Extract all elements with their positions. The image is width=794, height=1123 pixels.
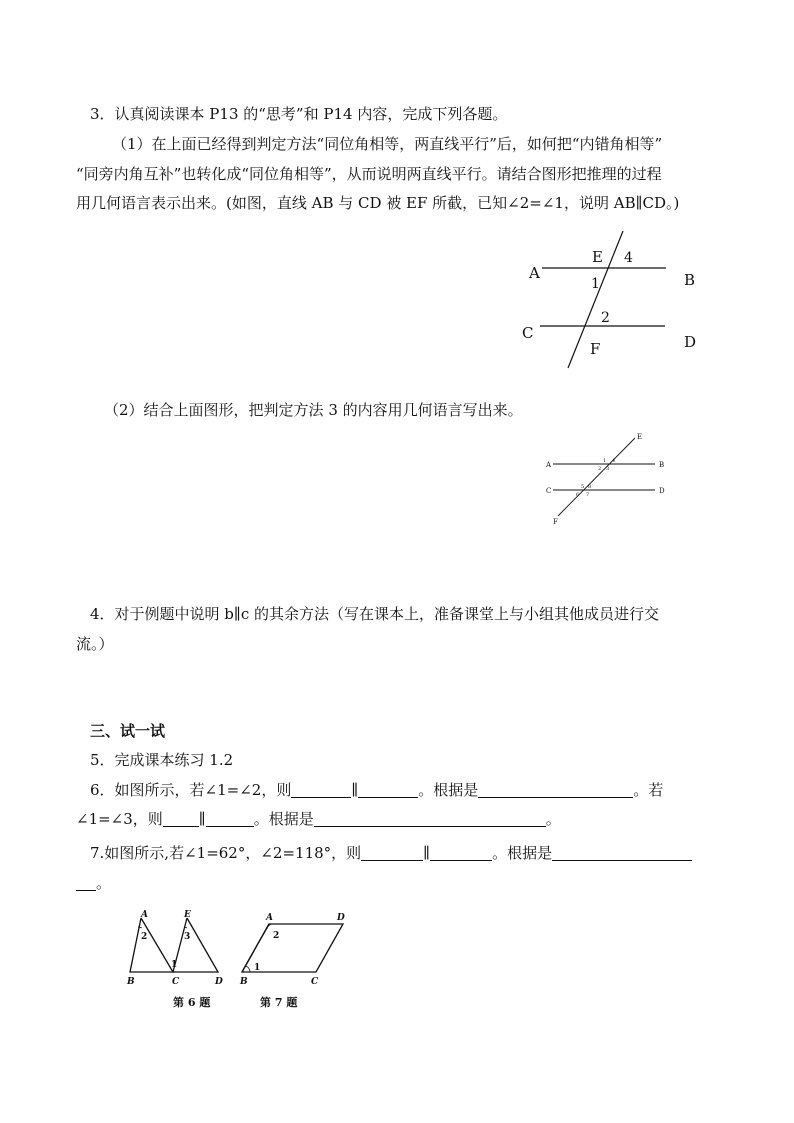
label-c: C xyxy=(522,324,534,342)
q6-blank-reason-2[interactable] xyxy=(314,810,546,827)
fig7-label-c: C xyxy=(311,977,319,987)
figure-transversal-1 xyxy=(520,225,710,375)
label-d: D xyxy=(684,333,697,351)
q7-line2 xyxy=(76,873,111,893)
angle-2-label: 2 xyxy=(601,310,610,326)
q3-part1-line1: （1）在上面已经得到判定方法“同位角相等，两直线平行”后，如何把“内错角相等” xyxy=(112,135,663,153)
fig7-label-d: D xyxy=(337,913,345,923)
fig6-label-a: A xyxy=(141,910,148,920)
q3-part2: （2）结合上面图形，把判定方法 3 的内容用几何语言写出来。 xyxy=(104,401,523,419)
fig7-caption: 第 7 题 xyxy=(260,996,298,1009)
q3-part1-line3: 用几何语言表示出来。(如图，直线 AB 与 CD 被 EF 所截，已知∠2=∠1，说明 AB∥CD。) xyxy=(76,194,680,212)
label-e: E xyxy=(592,248,603,266)
fig6-angle-2: 2 xyxy=(141,932,148,942)
q6-blank-4[interactable] xyxy=(206,810,254,827)
label-b-small: B xyxy=(659,461,665,469)
q6-text-e: 。根据是 xyxy=(253,810,314,828)
q3-part1-line2: “同旁内角互补”也转化成“同位角相等”，从而说明两直线平行。请结合图形把推理的过程 xyxy=(76,165,662,183)
q7-line1 xyxy=(90,843,692,863)
fig6-label-c: C xyxy=(172,977,180,987)
fig7-angle-2: 2 xyxy=(273,931,280,941)
q6-blank-3[interactable] xyxy=(163,810,199,827)
q7-parallel: ∥ xyxy=(423,844,431,862)
q4-line1: 4．对于例题中说明 b∥c 的其余方法（写在课本上，准备课堂上与小组其他成员进行交 xyxy=(90,605,660,623)
figure-q7 xyxy=(236,908,361,993)
label-b: B xyxy=(684,271,696,289)
label-c-small: C xyxy=(546,487,552,495)
angle-label-2: 2 xyxy=(598,466,602,472)
angle-label-3: 3 xyxy=(606,466,610,472)
fig7-angle-1: 1 xyxy=(254,963,261,973)
angle-label-7: 7 xyxy=(586,492,590,498)
q4-line2: 流。） xyxy=(76,635,114,653)
figure-q6 xyxy=(120,908,235,993)
label-f: F xyxy=(590,340,601,358)
fig6-label-b: B xyxy=(127,977,135,987)
fig7-label-a: A xyxy=(266,913,273,923)
label-a-small: A xyxy=(546,461,552,469)
q6-blank-2[interactable] xyxy=(358,781,418,798)
fig6-label-d: D xyxy=(215,977,223,987)
angle-label-6: 6 xyxy=(576,492,580,498)
fig6-caption: 第 6 题 xyxy=(173,996,211,1009)
angle-label-4: 4 xyxy=(612,458,616,464)
q7-text-a: 7.如图所示,若∠1=62°，∠2=118°，则 xyxy=(90,844,362,862)
angle-1-arc-q7 xyxy=(246,966,250,972)
q6-parallel-1: ∥ xyxy=(351,781,359,799)
angle-1-label: 1 xyxy=(591,276,600,292)
triangle-abc xyxy=(130,918,173,972)
q7-blank-reason-a[interactable] xyxy=(552,844,692,861)
q7-blank-1[interactable] xyxy=(361,844,423,861)
figure-transversal-2 xyxy=(540,430,680,530)
fig6-angle-3: 3 xyxy=(184,932,191,942)
q6-text-f: 。 xyxy=(545,810,561,828)
angle-label-1: 1 xyxy=(603,458,607,464)
label-f-small: F xyxy=(553,518,558,526)
triangle-ecd xyxy=(173,918,218,972)
q7-blank-reason-b[interactable] xyxy=(76,874,96,891)
q6-line1 xyxy=(90,780,663,800)
q7-blank-2[interactable] xyxy=(430,844,492,861)
line-ef-small xyxy=(558,438,635,516)
q6-parallel-2: ∥ xyxy=(198,810,206,828)
fig7-label-b: B xyxy=(240,977,248,987)
q6-line2 xyxy=(76,809,561,829)
angle-label-8: 8 xyxy=(588,484,592,490)
fig6-label-e: E xyxy=(184,910,191,920)
q6-blank-reason-1[interactable] xyxy=(478,781,633,798)
angle-4-label: 4 xyxy=(624,250,633,266)
angle-label-5: 5 xyxy=(581,484,585,490)
q3-title: 3．认真阅读课本 P13 的“思考”和 P14 内容，完成下列各题。 xyxy=(90,105,508,123)
q7-text-b: 。根据是 xyxy=(492,844,553,862)
q6-text-b: 。根据是 xyxy=(418,781,479,799)
q6-blank-1[interactable] xyxy=(291,781,351,798)
q5: 5．完成课本练习 1.2 xyxy=(90,751,234,769)
label-e-small: E xyxy=(637,433,643,441)
fig6-angle-1: 1 xyxy=(171,960,178,970)
q6-text-d: ∠1=∠3，则 xyxy=(76,810,163,828)
q6-text-a: 6．如图所示，若∠1=∠2，则 xyxy=(90,781,292,799)
label-a: A xyxy=(529,264,540,282)
label-d-small: D xyxy=(659,487,665,495)
q6-text-c: 。若 xyxy=(633,781,664,799)
section-3-heading: 三、试一试 xyxy=(90,722,166,740)
q7-text-c: 。 xyxy=(96,874,112,892)
